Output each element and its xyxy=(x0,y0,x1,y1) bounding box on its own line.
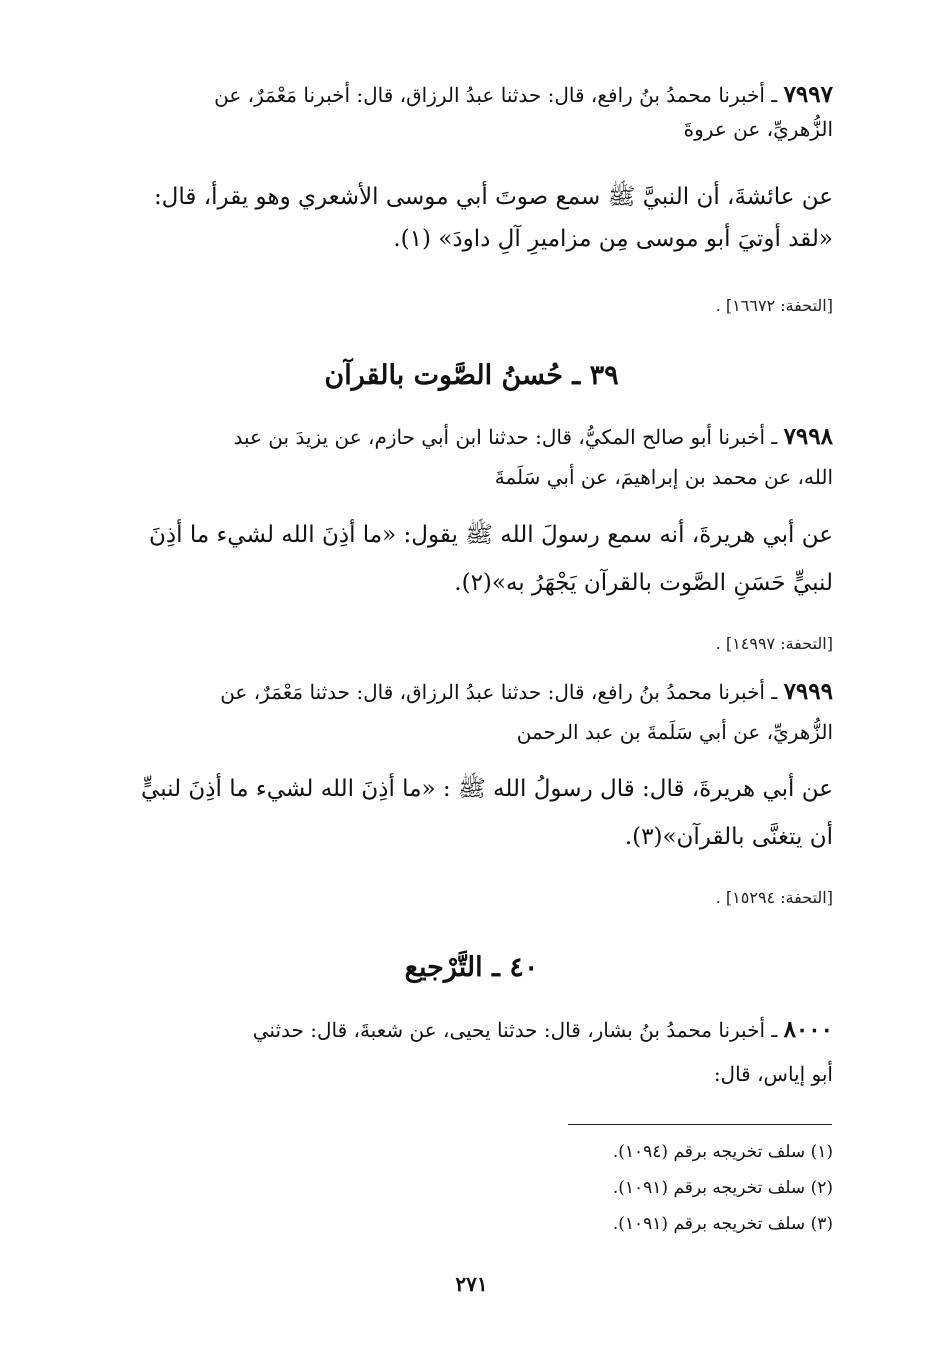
hadith-number: ٨٠٠٠ xyxy=(783,1016,833,1043)
matn-line: أن يتغنَّى بالقرآن»(٣). xyxy=(624,824,833,850)
isnad-line: الله، عن محمد بن إبراهيمَ، عن أبي سَلَمةَ xyxy=(494,465,833,489)
hadith-7998 xyxy=(113,420,833,494)
matn-line: عن عائشةَ، أن النبيَّ ﷺ سمع صوتَ أبي موسى الأشعري وهو يقرأ، قال: xyxy=(153,184,833,210)
footnotes xyxy=(533,1134,833,1242)
page-number: ٢٧١ xyxy=(455,1272,488,1296)
matn-line: عن أبي هريرةَ، أنه سمع رسولَ الله ﷺ يقول: «ما أذِنَ الله لشيء ما أذِنَ xyxy=(149,522,833,548)
matn-line: لنبيٍّ حَسَنِ الصَّوت بالقرآن يَجْهَرُ به»(٢). xyxy=(454,570,833,596)
footnote-divider xyxy=(568,1124,832,1125)
tuhfa-reference: [التحفة: ١٥٢٩٤] . xyxy=(715,888,833,907)
isnad-line: ٧٩٩٩ ـ أخبرنا محمدُ بنُ رافع، قال: حدثنا عبدُ الرزاق، قال: حدثنا مَعْمَرٌ، عن xyxy=(220,678,833,705)
hadith-7999 xyxy=(113,675,833,749)
footnote: (٣) سلف تخريجه برقم (١٠٩١). xyxy=(612,1214,833,1234)
isnad-line: ٧٩٩٨ ـ أخبرنا أبو صالح المكيُّ، قال: حدثنا ابن أبي حازم، عن يزيدَ بن عبد xyxy=(233,423,833,450)
matn-7999 xyxy=(113,772,833,854)
isnad-line: الزُّهريِّ، عن عروةَ xyxy=(683,117,833,141)
chapter-heading: ٣٩ ـ حُسنُ الصَّوت بالقرآن xyxy=(324,360,619,391)
footnote: (٢) سلف تخريجه برقم (١٠٩١). xyxy=(612,1178,833,1198)
tuhfa-reference: [التحفة: ١٤٩٩٧] . xyxy=(715,634,833,653)
hadith-7997 xyxy=(113,78,833,146)
matn-7998 xyxy=(113,518,833,600)
matn-7997 xyxy=(113,180,833,256)
isnad-line: ٨٠٠٠ ـ أخبرنا محمدُ بنُ بشار، قال: حدثنا يحيى، عن شعبةَ، قال: حدثني xyxy=(252,1016,833,1043)
hadith-number: ٧٩٩٨ xyxy=(783,423,833,450)
matn-line: عن أبي هريرةَ، قال: قال رسولُ الله ﷺ : «ما أذِنَ الله لشيء ما أذِنَ لنبيٍّ xyxy=(141,776,833,802)
tuhfa-reference: [التحفة: ١٦٦٧٢] . xyxy=(715,296,833,315)
chapter-heading: ٤٠ ـ التَّرْجيع xyxy=(404,952,539,983)
isnad-line: الزُّهريِّ، عن أبي سَلَمةَ بن عبد الرحمن xyxy=(516,720,833,744)
hadith-number: ٧٩٩٧ xyxy=(783,81,833,108)
hadith-8000 xyxy=(113,1013,833,1091)
isnad-line: أبو إياس، قال: xyxy=(713,1062,833,1086)
isnad-line: ٧٩٩٧ ـ أخبرنا محمدُ بنُ رافع، قال: حدثنا عبدُ الرزاق، قال: أخبرنا مَعْمَرٌ، عن xyxy=(214,81,833,108)
matn-line: «لقد أُوتيَ أبو موسى مِن مزاميرِ آلِ داودَ» (١). xyxy=(393,226,833,252)
footnote: (١) سلف تخريجه برقم (١٠٩٤). xyxy=(612,1142,833,1162)
hadith-number: ٧٩٩٩ xyxy=(783,678,833,705)
